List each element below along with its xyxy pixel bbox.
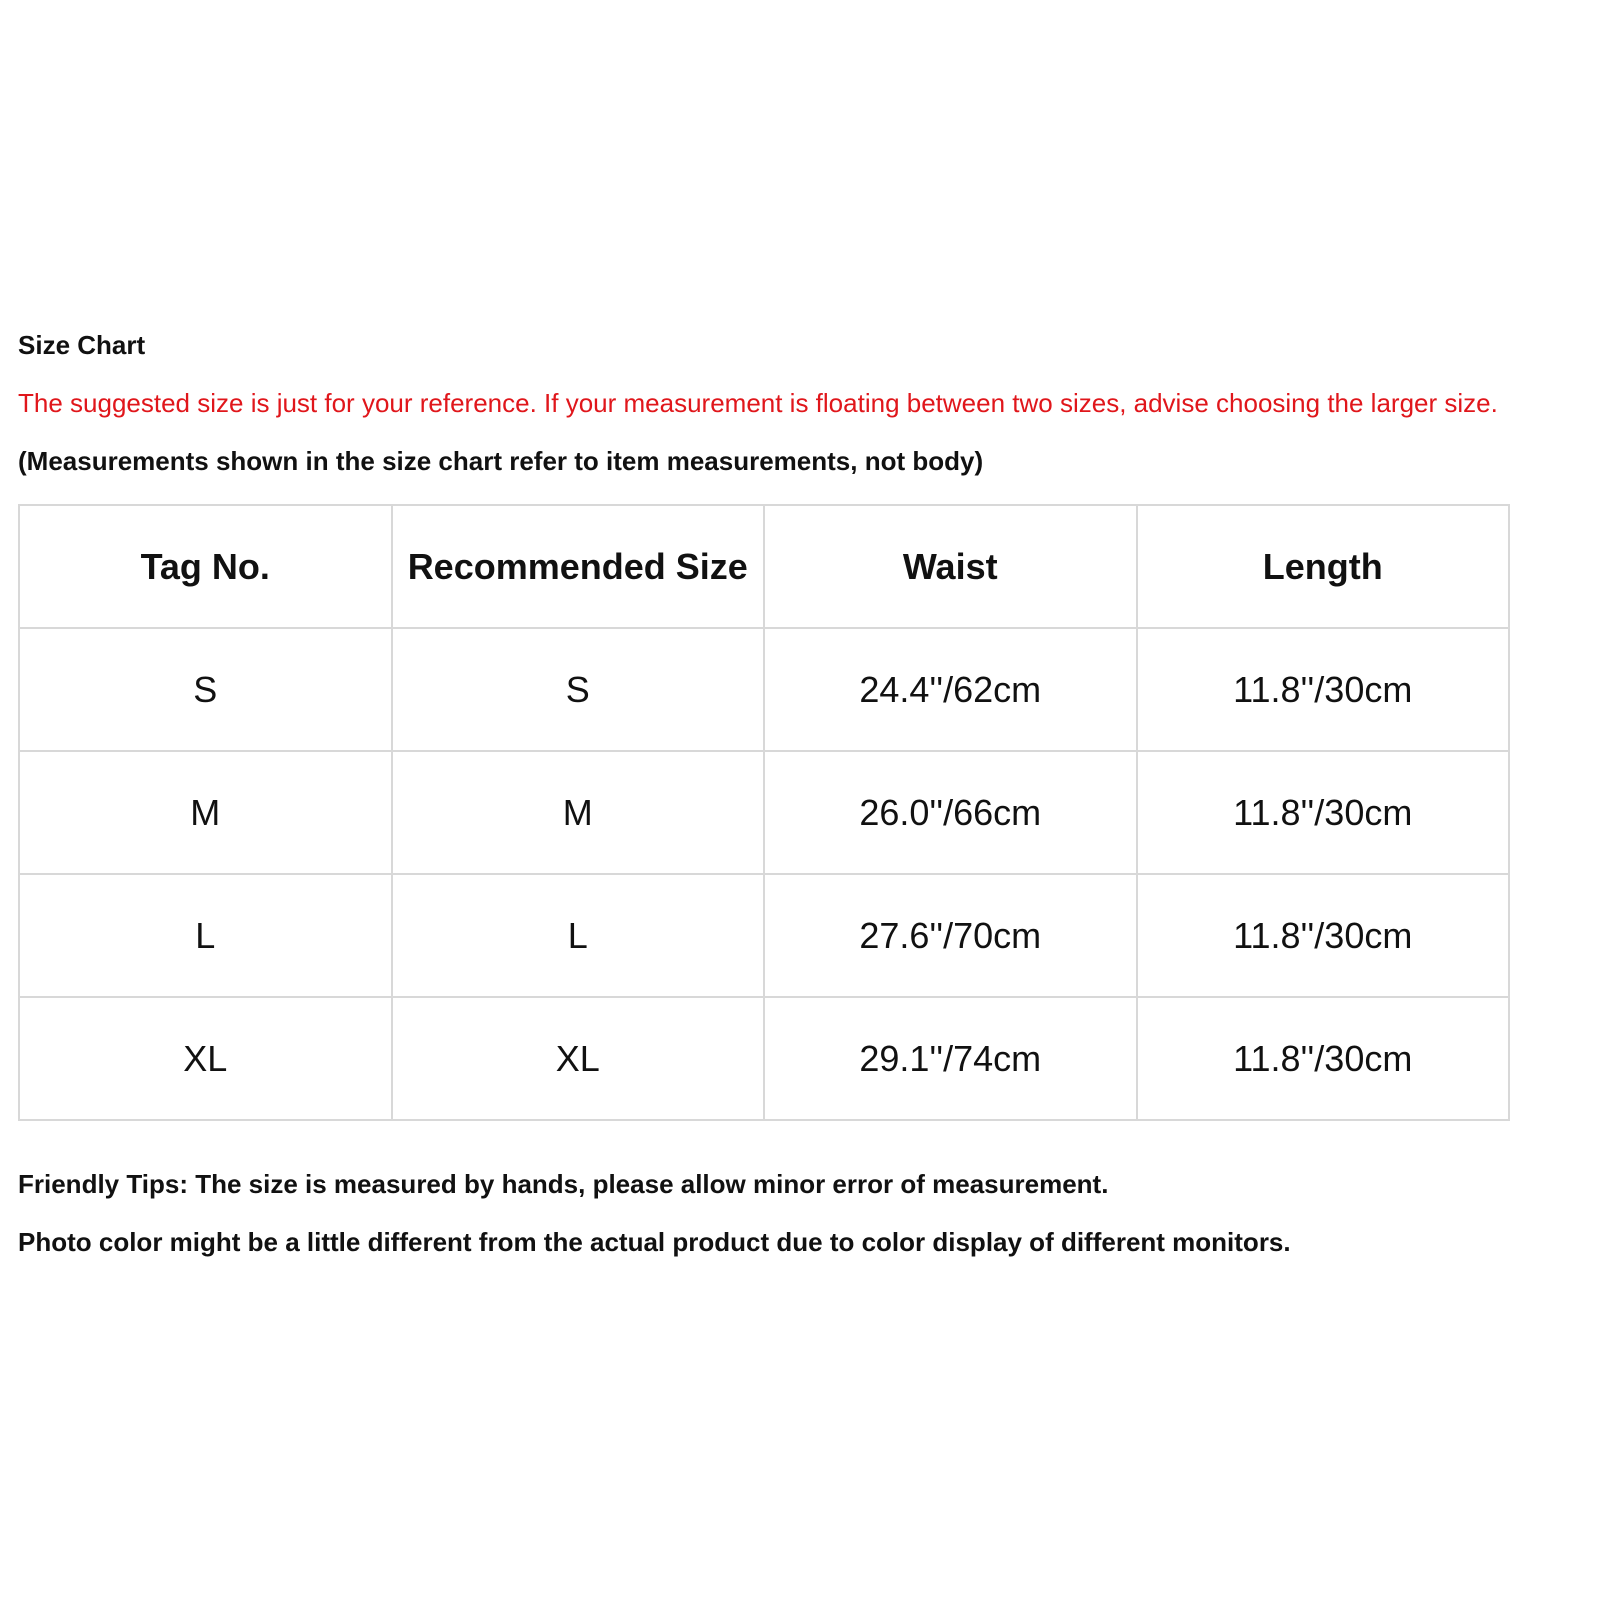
cell-tag-no: S <box>19 628 392 751</box>
cell-length: 11.8''/30cm <box>1137 874 1510 997</box>
size-table <box>18 504 1510 1121</box>
cell-waist: 29.1''/74cm <box>764 997 1137 1120</box>
friendly-tips: Friendly Tips: The size is measured by hands, please allow minor error of measurement. <box>18 1169 1109 1199</box>
table-row <box>19 997 1509 1120</box>
cell-length: 11.8''/30cm <box>1137 751 1510 874</box>
cell-recommended-size: L <box>392 874 765 997</box>
table-row <box>19 751 1509 874</box>
measurement-note: (Measurements shown in the size chart refer to item measurements, not body) <box>18 446 984 476</box>
cell-tag-no: M <box>19 751 392 874</box>
table-header-row <box>19 505 1509 628</box>
cell-waist: 27.6''/70cm <box>764 874 1137 997</box>
table-row <box>19 628 1509 751</box>
cell-tag-no: L <box>19 874 392 997</box>
table-row <box>19 874 1509 997</box>
header-tag-no: Tag No. <box>19 505 392 628</box>
cell-recommended-size: S <box>392 628 765 751</box>
size-advice-notice: The suggested size is just for your reference. If your measurement is floating between two sizes, advise choosing the larger size. <box>18 388 1498 418</box>
cell-waist: 26.0''/66cm <box>764 751 1137 874</box>
cell-waist: 24.4''/62cm <box>764 628 1137 751</box>
cell-length: 11.8''/30cm <box>1137 997 1510 1120</box>
cell-length: 11.8''/30cm <box>1137 628 1510 751</box>
header-length: Length <box>1137 505 1510 628</box>
cell-recommended-size: M <box>392 751 765 874</box>
header-recommended-size: Recommended Size <box>392 505 765 628</box>
size-chart-section <box>18 330 1588 1257</box>
photo-color-note: Photo color might be a little different from the actual product due to color display of different monitors. <box>18 1227 1291 1257</box>
cell-recommended-size: XL <box>392 997 765 1120</box>
page-title: Size Chart <box>18 330 146 360</box>
cell-tag-no: XL <box>19 997 392 1120</box>
header-waist: Waist <box>764 505 1137 628</box>
